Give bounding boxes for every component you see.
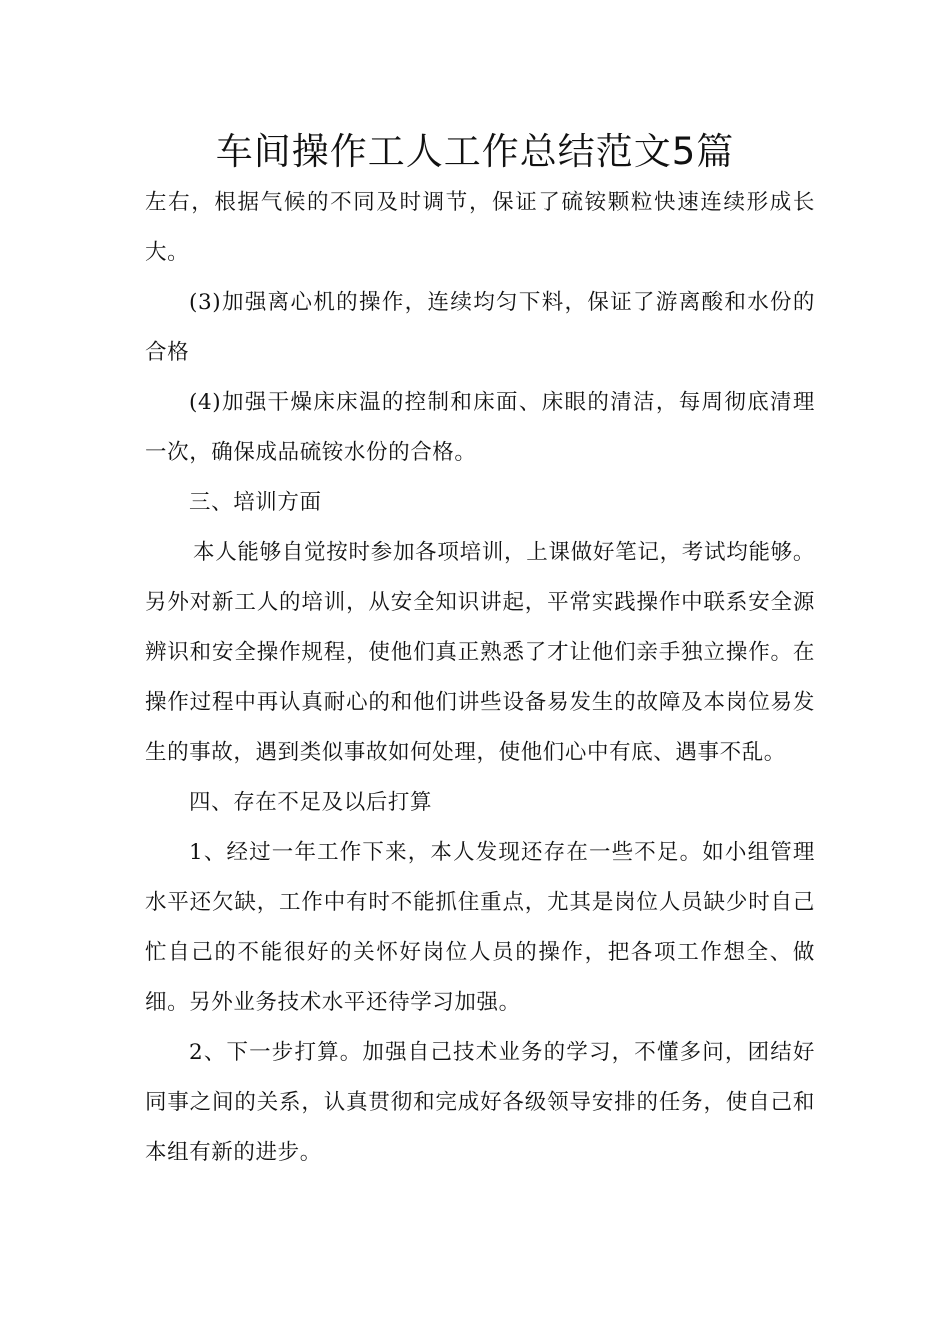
paragraph-training: 本人能够自觉按时参加各项培训，上课做好笔记，考试均能够。另外对新工人的培训，从安全知识讲起，平常实践操作中联系安全源辨识和安全操作规程，使他们真正熟悉了才让他们亲手独立操作。在操作过程中再认真耐心的和他们讲些设备易发生的故障及本岗位易发生的事故，遇到类似事故如何处理，使他们心中有底、遇事不乱。	[145, 540, 815, 765]
section-heading-shortcomings: 四、存在不足及以后打算	[189, 790, 433, 815]
paragraph-item-4: (4)加强干燥床床温的控制和床面、床眼的清洁，每周彻底清理一次，确保成品硫铵水份的合格。	[145, 390, 815, 465]
paragraph-item-3: (3)加强离心机的操作，连续均匀下料，保证了游离酸和水份的合格	[145, 290, 815, 365]
document-body	[145, 178, 815, 1178]
document-title: 车间操作工人工作总结范文5篇	[215, 130, 735, 173]
paragraph-plans-2: 2、下一步打算。加强自己技术业务的学习，不懂多问，团结好同事之间的关系，认真贯彻和完成好各级领导安排的任务，使自己和本组有新的进步。	[145, 1040, 815, 1165]
paragraph-continuation: 左右，根据气候的不同及时调节，保证了硫铵颗粒快速连续形成长大。	[145, 190, 815, 265]
section-heading-training: 三、培训方面	[189, 490, 322, 515]
paragraph-shortcomings-1: 1、经过一年工作下来，本人发现还存在一些不足。如小组管理水平还欠缺，工作中有时不能抓住重点，尤其是岗位人员缺少时自己忙自己的不能很好的关怀好岗位人员的操作，把各项工作想全、做细。另外业务技术水平还待学习加强。	[145, 840, 815, 1015]
